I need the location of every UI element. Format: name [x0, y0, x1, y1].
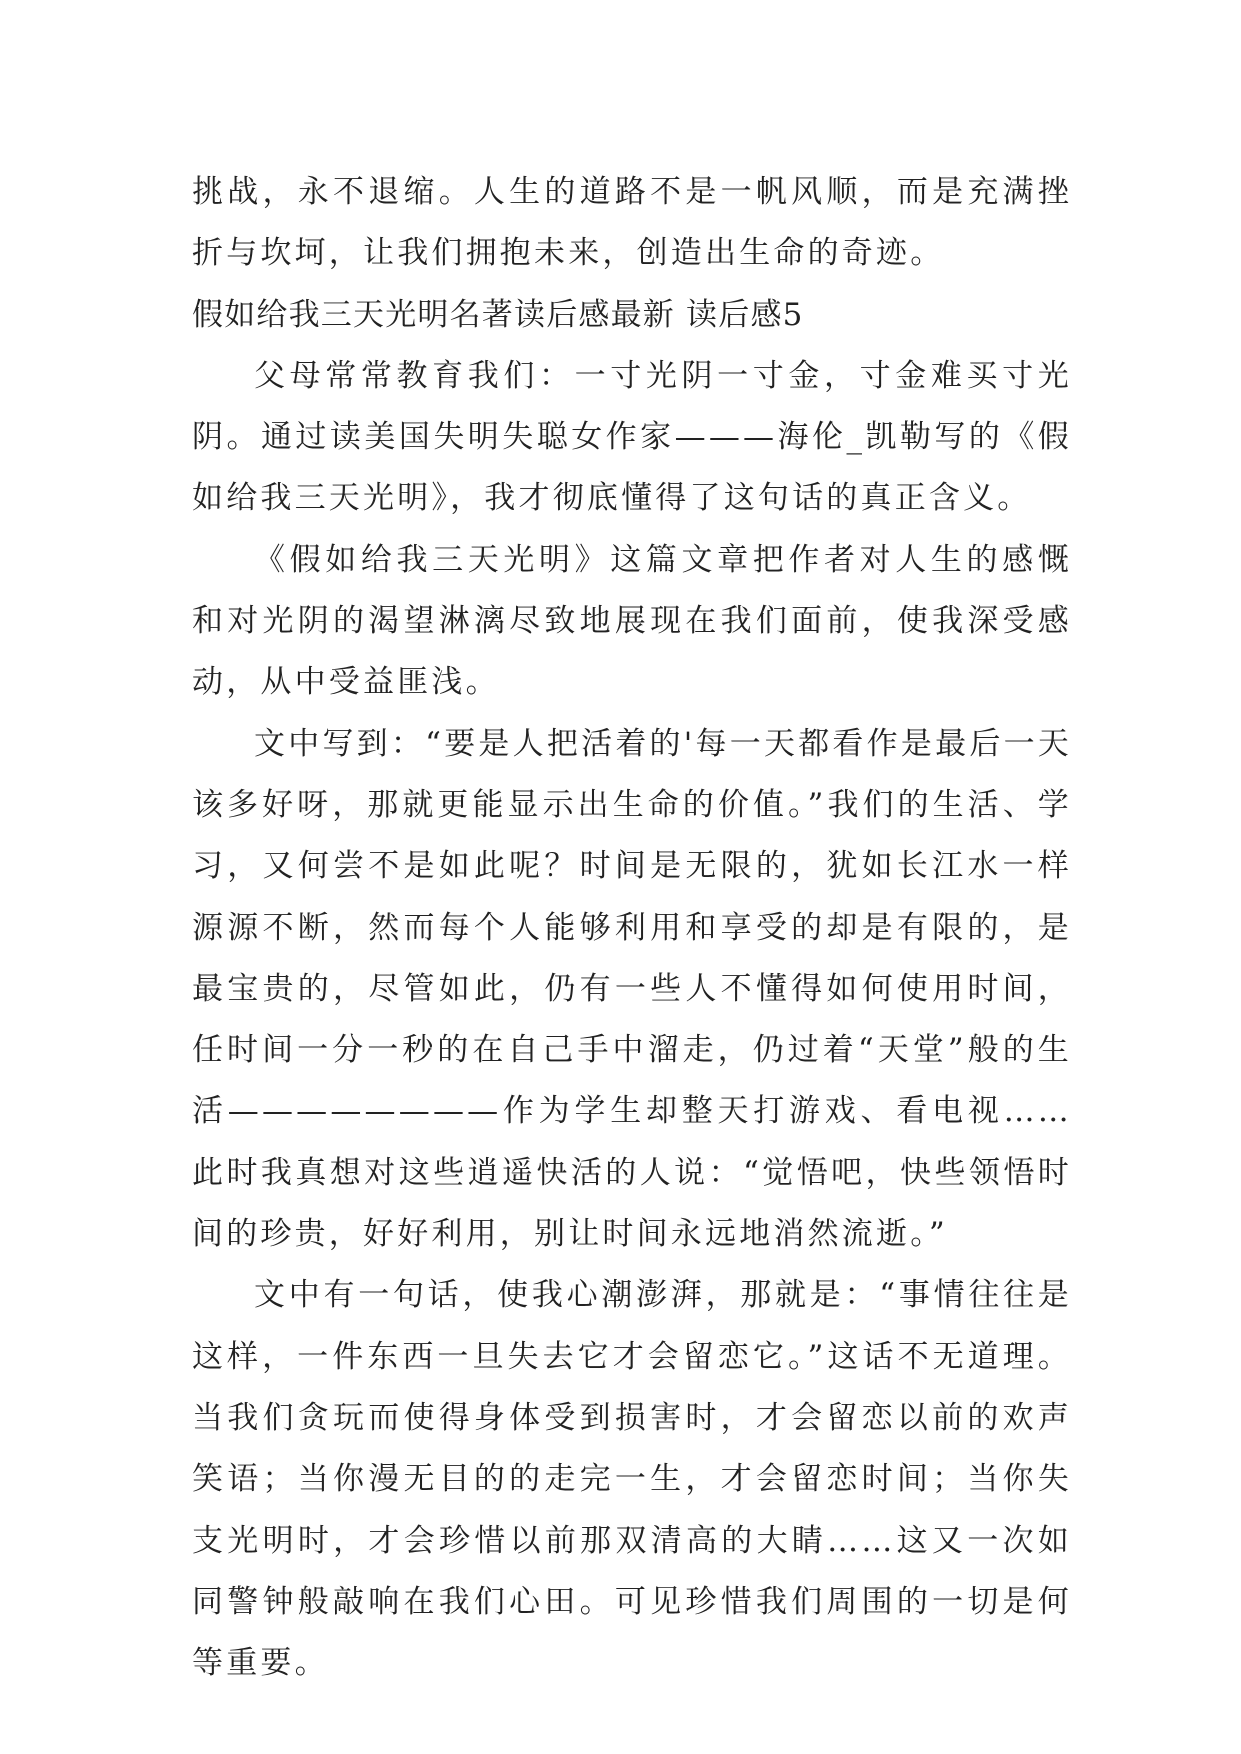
document-body	[192, 162, 1072, 1694]
paragraph-3: 文中写到：“要是人把活着的'每一天都看作是最后一天该多好呀，那就更能显示出生命的价值。”我们的生活、学习，又何尝不是如此呢？时间是无限的，犹如长江水一样源源不断，然而每个人能够利用和享受的却是有限的，是最宝贵的，尽管如此，仍有一些人不懂得如何使用时间，任时间一分一秒的在自己手中溜走，仍过着“天堂”般的生活————————作为学生却整天打游戏、看电视……此时我真想对这些逍遥快活的人说：“觉悟吧，快些领悟时间的珍贵，好好利用，别让时间永远地消然流逝。”	[192, 725, 1072, 1253]
paragraph-4: 文中有一句话，使我心潮澎湃，那就是：“事情往往是这样，一件东西一旦失去它才会留恋它。”这话不无道理。当我们贪玩而使得身体受到损害时，才会留恋以前的欢声笑语；当你漫无目的的走完一生，才会留恋时间；当你失支光明时，才会珍惜以前那双清高的大睛……这又一次如同警钟般敲响在我们心田。可见珍惜我们周围的一切是何等重要。	[192, 1277, 1072, 1682]
paragraph-1: 父母常常教育我们：一寸光阴一寸金，寸金难买寸光阴。通过读美国失明失聪女作家———海伦_凯勒写的《假如给我三天光明》，我才彻底懂得了这句话的真正含义。	[192, 357, 1072, 517]
section-title: 假如给我三天光明名著读后感最新 读后感5	[192, 296, 804, 333]
paragraph-2: 《假如给我三天光明》这篇文章把作者对人生的感慨和对光阴的渴望淋漓尽致地展现在我们面前，使我深受感动，从中受益匪浅。	[192, 541, 1072, 701]
continued-paragraph: 挑战，永不退缩。人生的道路不是一帆风顺，而是充满挫折与坎坷，让我们拥抱未来，创造出生命的奇迹。	[192, 174, 1072, 272]
